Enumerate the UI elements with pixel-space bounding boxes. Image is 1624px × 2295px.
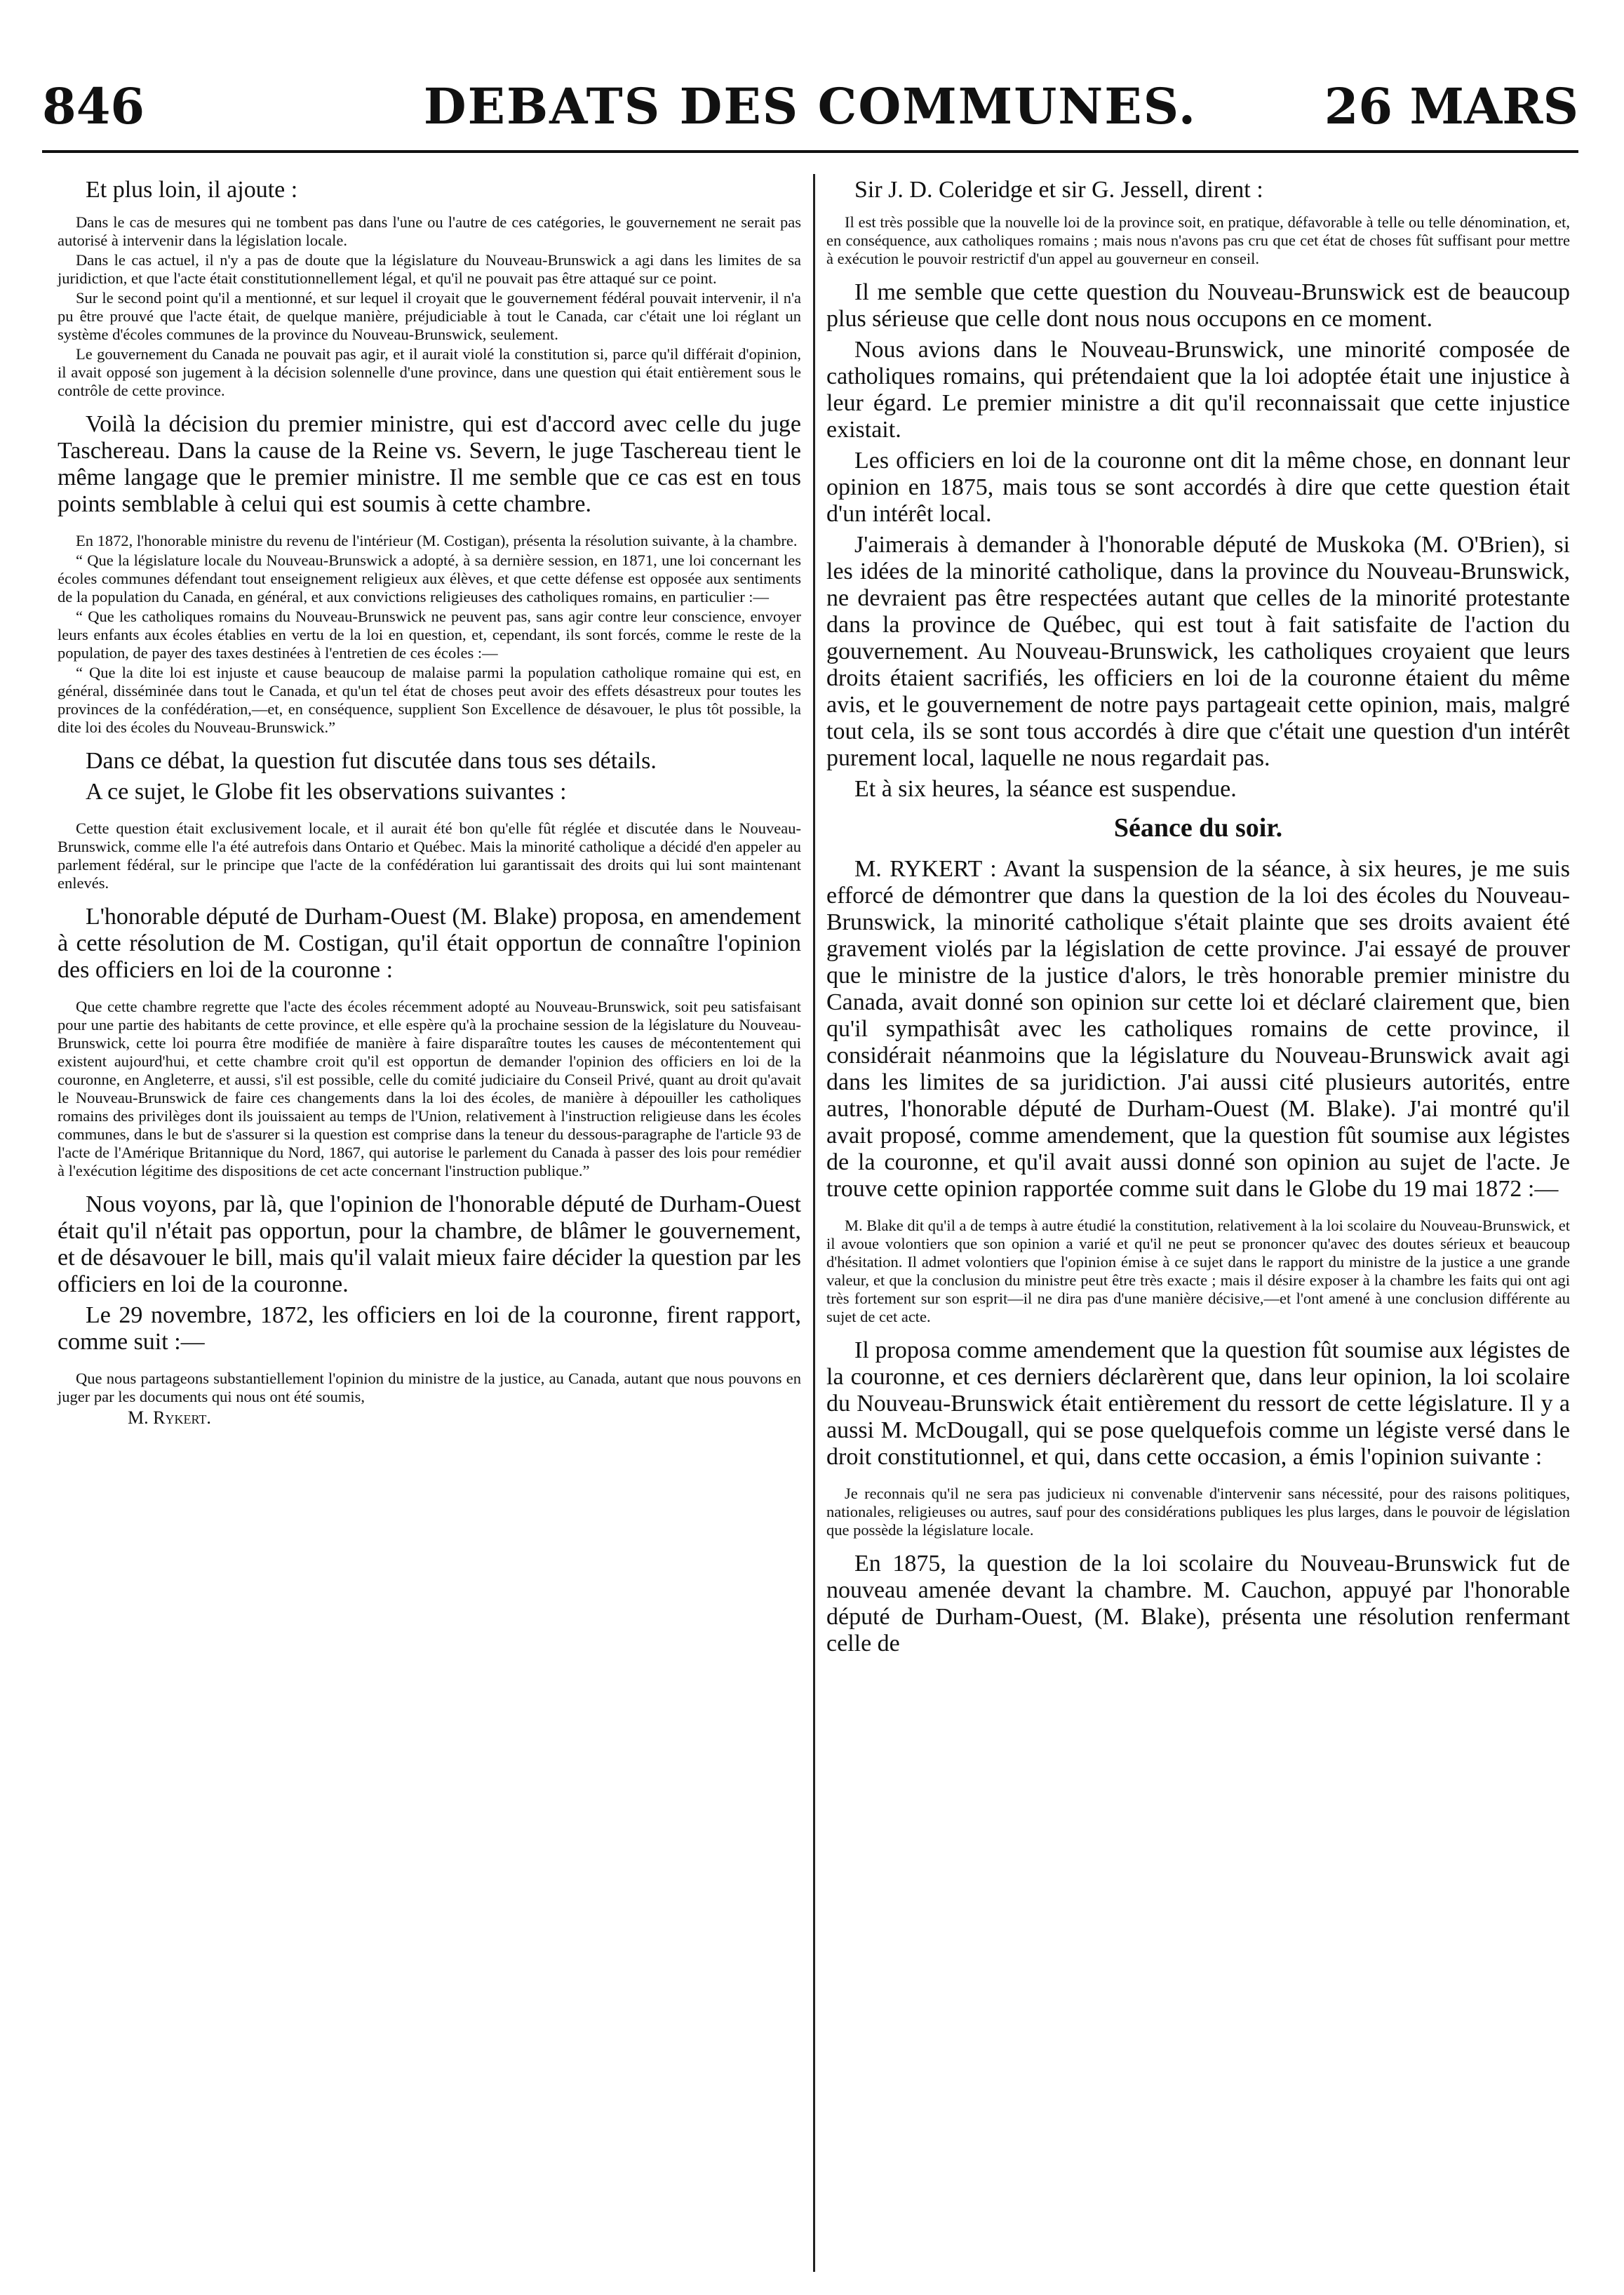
quote-paragraph: Sur le second point qu'il a mentionné, et sur lequel il croyait que le gouvernement fédéral pouvait intervenir, il n'a pu être prouvé que l'acte était, de quelque manière, préjudiciable à tout le Canada, car c'était une loi réglant un système d'écoles communes de la province du Nouveau-Brunswick, seulement. [58,289,801,343]
paragraph: Et à six heures, la séance est suspendue. [854,776,1237,802]
paragraph: J'aimerais à demander à l'honorable député de Muskoka (M. O'Brien), si les idées de la minorité catholique, dans la province du Nouveau-Brunswick, ne devraient pas être respectées autant que celles de la minorité protestante dans la province de Québec, qui est tout à fait satisfaite de l'action du gouvernement. Au Nouveau-Brunswick, les catholiques croyaient que leurs droits étaient sacrifiés, les officiers en loi de la couronne étaient du même avis, et le gouvernement de notre pays partageait cette opinion, mais, malgré tout cela, ils se sont tous accordés à dire que c'était une question d'un intérêt purement local, laquelle ne nous regardait pas. [826,532,1570,771]
paragraph: Et plus loin, il ajoute : [86,177,298,203]
quote-paragraph: Je reconnais qu'il ne sera pas judicieux ni convenable d'intervenir sans nécessité, pour des raisons politiques, nationales, religieuses ou autres, sauf pour des considérations publiques les plus larges, dans le pouvoir de législation que possède la législature locale. [826,1485,1570,1539]
paragraph: Nous voyons, par là, que l'opinion de l'honorable député de Durham-Ouest était qu'il n'était pas opportun, pour la chambre, de blâmer le gouvernement, et de désavouer le bill, mais qu'il valait mieux faire décider la question par les officiers en loi de la couronne. [58,1191,801,1297]
signature: M. Rykert. [128,1407,211,1428]
quote-paragraph: “ Que les catholiques romains du Nouveau-Brunswick ne peuvent pas, sans agir contre leur conscience, envoyer leurs enfants aux écoles établies en vertu de la loi en question, et, cependant, ils sont forcés, comme le reste de la population, de payer des taxes destinées à l'entretien de ces écoles :— [58,608,801,662]
quote-paragraph: Cette question était exclusivement locale, et il aurait été bon qu'elle fût réglée et discutée dans le Nouveau-Brunswick, comme elle l'a été autrefois dans Ontario et Québec. Mais la minorité catholique a décidé d'en appeler au parlement fédéral, sur le principe que l'acte de la confédération lui garantissait des droits qui lui sont maintenant enlevés. [58,819,801,892]
paragraph: Nous avions dans le Nouveau-Brunswick, une minorité composée de catholiques romains, qui prétendaient que la loi adoptée était une injustice à leur égard. Le premier ministre a dit qu'il reconnaissait que cette injustice existait. [826,337,1570,443]
page-header [42,77,1578,154]
paragraph: Les officiers en loi de la couronne ont dit la même chose, en donnant leur opinion en 1875, mais tous se sont accordés à dire que cette question était d'un intérêt local. [826,448,1570,527]
quote-paragraph: Dans le cas actuel, il n'y a pas de doute que la législature du Nouveau-Brunswick a agi dans les limites de sa juridiction, et que l'acte était constitutionnellement légal, et qu'il ne pouvait pas être attaqué sur ce point. [58,251,801,287]
quote-paragraph: Que cette chambre regrette que l'acte des écoles récemment adopté au Nouveau-Brunswick, soit peu satisfaisant pour une partie des habitants de cette province, et elle espère qu'à la prochaine session de la législature du Nouveau-Brunswick, cette loi pourra être modifiée de manière à faire disparaître toutes les causes de mécontentement qui existent aujourd'hui, et cette chambre croit qu'il est opportun de demander l'opinion des officiers en loi de la couronne, en Angleterre, et aussi, s'il est possible, celle du comité judiciaire du Conseil Privé, quant au droit qu'avait le Nouveau-Brunswick de faire ces changements dans la loi des écoles, de manière à dépouiller les catholiques romains des privilèges dont ils jouissaient au temps de l'Union, relativement à l'instruction religieuse dans les écoles communes, dans le but de s'assurer si la question est comprise dans la teneur du dessous-paragraphe de l'article 93 de l'acte de l'Amérique Britannique du Nord, 1867, qui autorise le parlement du Canada à passer des lois pour remédier à l'exécution légitime des dispositions de cet acte concernant l'instruction publique.” [58,998,801,1179]
left-column [58,174,801,1428]
quote-paragraph: Dans le cas de mesures qui ne tombent pas dans l'une ou l'autre de ces catégories, le gouvernement ne serait pas autorisé à intervenir dans la législation locale. [58,213,801,249]
section-heading: Séance du soir. [1113,813,1283,843]
quote-paragraph: En 1872, l'honorable ministre du revenu de l'intérieur (M. Costigan), présenta la résolution suivante, à la chambre. [76,532,798,549]
quote-paragraph: “ Que la législature locale du Nouveau-Brunswick a adopté, à sa dernière session, en 1871, une loi concernant les écoles communes défendant tout enseignement religieux aux élèves, et que cette défense est opposée aux sentiments de la population du Canada, en général, et aux convictions religieuses des catholiques romains, en particulier :— [58,551,801,605]
paragraph: En 1875, la question de la loi scolaire du Nouveau-Brunswick fut de nouveau amenée devant la chambre. M. Cauchon, appuyé par l'honorable député de Durham-Ouest, (M. Blake), présenta une résolution renfermant celle de [826,1551,1570,1657]
paragraph: Dans ce débat, la question fut discutée dans tous ses détails. [86,748,657,774]
header-rule [42,150,1578,153]
quote-paragraph: Il est très possible que la nouvelle loi de la province soit, en pratique, défavorable à telle ou telle dénomination, et, en conséquence, aux catholiques romains ; mais nous n'avons pas cru que cet état de choses fût suffisant pour mettre à exécution le pouvoir restrictif d'un appel au gouverneur en conseil. [826,213,1570,267]
paragraph: Voilà la décision du premier ministre, qui est d'accord avec celle du juge Taschereau. Dans la cause de la Reine vs. Severn, le juge Taschereau tient le même langage que le premier ministre. Il me semble que ce cas est en tous points semblable à celui qui est soumis à cette chambre. [58,411,801,517]
paragraph: Sir J. D. Coleridge et sir G. Jessell, dirent : [854,177,1263,203]
paragraph: Il proposa comme amendement que la question fût soumise aux légistes de la couronne, et ces derniers déclarèrent que, dans leur opinion, la loi scolaire du Nouveau-Brunswick était entièrement du ressort de cette législature. Il y a aussi M. McDougall, qui se pose quelquefois comme un légiste versé dans le droit constitutionnel, et qui, dans cette occasion, a émis l'opinion suivante : [826,1337,1570,1470]
paragraph: Il me semble que cette question du Nouveau-Brunswick est de beaucoup plus sérieuse que celle dont nous nous occupons en ce moment. [826,279,1570,332]
quote-paragraph: Que nous partageons substantiellement l'opinion du ministre de la justice, au Canada, autant que nous pouvons en juger par les documents qui nous ont été soumis, [58,1370,801,1405]
paragraph: A ce sujet, le Globe fit les observations suivantes : [86,779,567,805]
paragraph: L'honorable député de Durham-Ouest (M. Blake) proposa, en amendement à cette résolution de M. Costigan, qu'il était opportun de connaître l'opinion des officiers en loi de la couronne : [58,904,801,983]
page-title: DEBATS DES COMMUNES. [423,77,1197,135]
paragraph: M. RYKERT : Avant la suspension de la séance, à six heures, je me suis efforcé de démontrer que dans la question de la loi des écoles du Nouveau-Brunswick, la minorité catholique s'était plainte que ses droits avaient été gravement violés par la législation de cette province. J'ai essayé de prouver que le ministre de la justice d'alors, le très honorable premier ministre du Canada, avait donné son opinion sur cette loi et déclaré clairement que, bien qu'il sympathisât avec les catholiques romains de cette province, il considérait néanmoins que la législature du Nouveau-Brunswick avait agi dans les limites de sa juridiction. J'ai aussi cité plusieurs autorités, entre autres, l'honorable député de Durham-Ouest (M. Blake). J'ai montré qu'il avait proposé, comme amendement, que la question fût soumise aux légistes de la couronne, et qu'il avait aussi donné son opinion au sujet de l'acte. Je trouve cette opinion rapportée comme suit dans le Globe du 19 mai 1872 :— [826,856,1570,1202]
quote-paragraph: M. Blake dit qu'il a de temps à autre étudié la constitution, relativement à la loi scolaire du Nouveau-Brunswick, et il avoue volontiers que son opinion a varié et qu'il ne peut se prononcer qu'avec des doutes sérieux et beaucoup d'hésitation. Il admet volontiers que l'opinion émise à ce sujet dans le rapport du ministre de la justice a une grande valeur, et que la conclusion du ministre peut être très exacte ; mais il désire exposer à la chambre les faits qui ont agi très fortement sur son esprit—il ne dira pas d'une manière décisive,—et l'ont amené à une conclusion différente au sujet de cet acte. [826,1217,1570,1325]
page-date: 26 MARS [1324,77,1578,135]
right-column [826,174,1570,1661]
quote-paragraph: “ Que la dite loi est injuste et cause beaucoup de malaise parmi la population catholique romaine qui est, en général, disséminée dans tout le Canada, et qu'un tel état de choses peut avoir des effets désastreux pour toutes les provinces de la confédération,—et, en conséquence, supplient Son Excellence de désavouer, le plus tôt possible, la dite loi des écoles du Nouveau-Brunswick.” [58,664,801,736]
quote-paragraph: Le gouvernement du Canada ne pouvait pas agir, et il aurait violé la constitution si, parce qu'il différait d'opinion, il avait opposé son jugement à la décision solennelle d'une province, dans une question qui était entièrement sous le contrôle de cette province. [58,345,801,399]
page-number: 846 [42,77,145,135]
column-divider [813,174,815,2272]
paragraph: Le 29 novembre, 1872, les officiers en loi de la couronne, firent rapport, comme suit :— [58,1302,801,1355]
